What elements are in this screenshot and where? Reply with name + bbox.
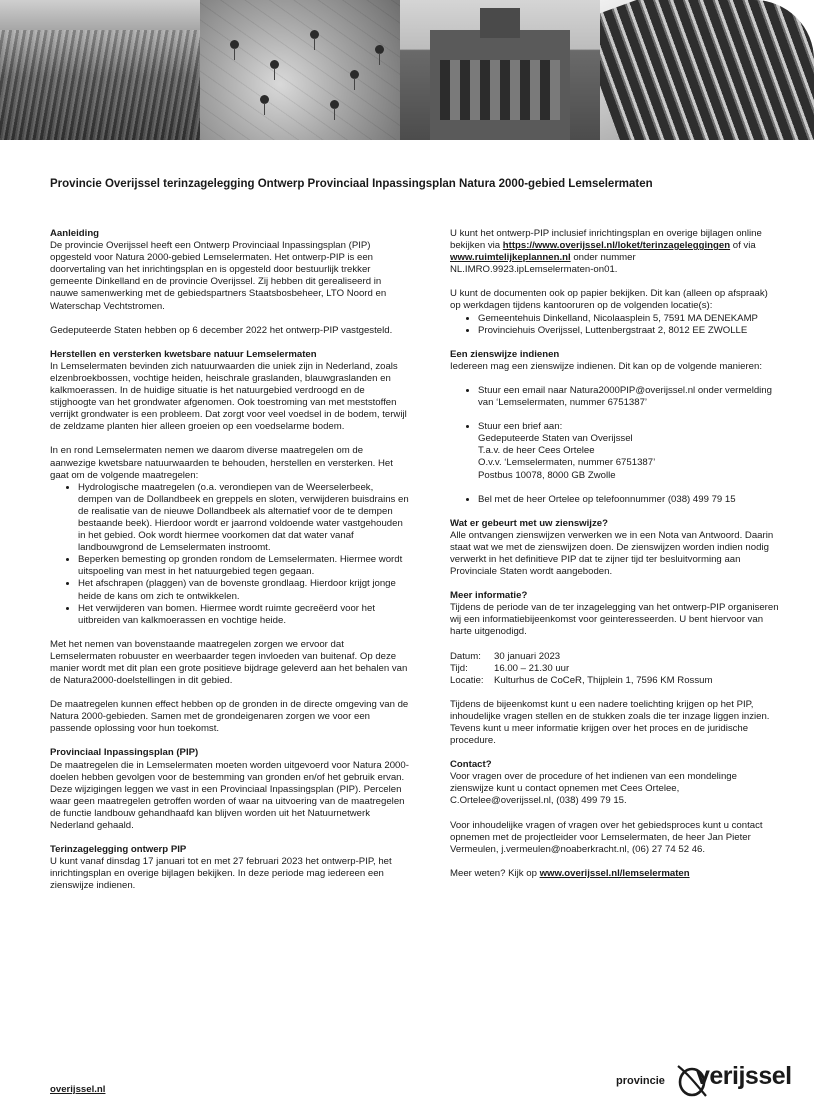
- pip-text: De maatregelen die in Lemselermaten moeten worden uitgevoerd voor Natura 2000-doelen hebben gevolgen voor de bestemming van gronden en/of het gebruik ervan. Deze wijzigingen leggen we vast in een Provinciaal Inpassingsplan (PIP). Percelen waar geen maatregelen getroffen worden of waar na uitvoering van de maatregelen de functie landbouw gehandhaafd kan blijven worden uit het Natuurnetwerk Nederland gehaald.: [50, 759, 409, 832]
- online-bekijken-text: U kunt het ontwerp-PIP inclusief inrichtingsplan en overige bijlagen online bekijken via https://www.overijssel.nl/loket/terinzageleggingen of via www.ruimtelijkeplannen.nl onder nummer NL.IMRO.9923.ipLemselermaten-on01.: [450, 228, 762, 276]
- document-title: Provincie Overijssel terinzagelegging Ontwerp Provinciaal Inpassingsplan Natura 2000-gebied Lemselermaten: [50, 178, 653, 190]
- heading-meer-informatie: Meer informatie?: [450, 590, 528, 602]
- effect-text: De maatregelen kunnen effect hebben op de gronden in de directe omgeving van de Natura 2000-gebieden. Samen met de grondeigenaren zorgen we voor een passende oplossing voor hun toekomst.: [50, 699, 409, 735]
- terinzageleggingen-link[interactable]: https://www.overijssel.nl/loket/terinzageleggingen: [502, 240, 731, 252]
- photo-banner: [0, 0, 814, 140]
- left-column: [50, 228, 410, 905]
- heading-herstellen: Herstellen en versterken kwetsbare natuur Lemselermaten: [50, 348, 317, 360]
- address-line: Gedeputeerde Staten van Overijssel: [478, 433, 633, 445]
- papier-text: U kunt de documenten ook op papier bekijken. Dit kan (alleen op afspraak) op werkdagen tijdens kantooruren op de volgenden locatie(s):: [450, 288, 768, 312]
- address-line: T.a.v. de heer Cees Ortelee: [478, 445, 595, 457]
- email-method: • Stuur een email naar Natura2000PIP@overijssel.nl onder vermelding van ‘Lemselermaten, nummer 6751387’: [478, 385, 780, 409]
- banner-photo-wheat-field: [0, 0, 200, 140]
- locaties-list: [450, 313, 780, 337]
- maatregelen-intro: In en rond Lemselermaten nemen we daarom diverse maatregelen om de aanwezige kwetsbare natuurwaarden te behouden, herstellen en versterken. Het gaat om de volgende maatregelen:: [50, 445, 393, 481]
- contact-procedure-text: Voor vragen over de procedure of het indienen van een mondelinge zienswijze kunt u contact opnemen met Cees Ortelee, C.Ortelee@overijssel.nl, (038) 499 79 15.: [450, 771, 737, 807]
- heading-wat-gebeurt: Wat er gebeurt met uw zienswijze?: [450, 517, 608, 529]
- robuuster-text: Met het nemen van bovenstaande maatregelen zorgen we ervoor dat Lemselermaten robuuster en weerbaarder tegen invloeden van buitenaf. Op deze manier wordt met dit plan een grote positieve bijdrage geleverd aan het behalen van de Natura2000-doelstellingen in dit gebied.: [50, 638, 408, 687]
- natuurwaarden-text: In Lemselermaten bevinden zich natuurwaarden die uniek zijn in Nederland, zoals elzenbroekbossen, vochtige heiden, heischrale graslanden, blauwgraslanden en kalkmoerassen. In de huidige situatie is het natuurgebied verdroogd en de stijghoogte van het grondwater afgenomen. Ook toestroming van met meststoffen verrijkt grondwater is een probleem. Dat zorgt voor veel voedsel in de bodem, terwijl de zeldzame planten hier alleen groeien op een voedselarme bodem.: [50, 360, 407, 433]
- zienswijze-intro: Iedereen mag een zienswijze indienen. Dit kan op de volgende manieren:: [450, 360, 762, 372]
- event-location: Kulturhus de CoCeR, Thijplein 1, 7596 KM Rossum: [494, 674, 713, 686]
- vastgesteld-text: Gedeputeerde Staten hebben op 6 december 2022 het ontwerp-PIP vastgesteld.: [50, 324, 393, 336]
- aanleiding-text: De provincie Overijssel heeft een Ontwerp Provinciaal Inpassingsplan (PIP) opgesteld voor Natura 2000-gebied Lemselermaten. Het ontwerp-PIP is een doorvertaling van het inrichtingsplan en is opgesteld door bestuurlijk trekker gemeente Dinkelland en de provincie Overijssel. Zij hebben dit gerealiseerd in nauwe samenwerking met de gebiedspartners Staatsbosbeheer, LTO Noord en Waterschap Vechtstromen.: [50, 240, 387, 312]
- list-item: • Het verwijderen van bomen. Hiermee wordt ruimte gecreëerd voor het uitbreiden van kalkmoerassen en vochtige heide.: [78, 603, 410, 627]
- heading-terinzagelegging: Terinzagelegging ontwerp PIP: [50, 844, 187, 856]
- list-item: • Beperken bemesting op gronden rondom de Lemselermaten. Hiermee wordt uitspoeling van mest in het natuurgebied tegen gegaan.: [78, 554, 410, 578]
- list-item: • Hydrologische maatregelen (o.a. verondiepen van de Weerselerbeek, dempen van de Dollandbeek en greppels en sloten, verwijderen buisdrains en de realisatie van de nieuwe Dollandbeek als alternatief voor de te dempen bestaande beek). Hierdoor wordt er jaarrond voldoende water vastgehouden in het gebied. Ook wordt hiermee voorkomen dat dat water vanaf landbouwgrond de Lemselermaten instroomt.: [78, 482, 410, 555]
- lemselermaten-link[interactable]: www.overijssel.nl/lemselermaten: [539, 867, 690, 879]
- list-item: • Provinciehuis Overijssel, Luttenbergstraat 2, 8012 EE ZWOLLE: [478, 325, 780, 337]
- brief-method: • Stuur een brief aan: Gedeputeerde Staten van Overijssel T.a.v. de heer Cees Ortelee O.v.v. ‘Lemselermaten, nummer 6751387’ Postbus 10078, 8000 GB Zwolle: [478, 421, 780, 481]
- logo-provincie-text: provincie: [616, 1075, 665, 1087]
- contact-projectleider-text: Voor inhoudelijke vragen of vragen over het gebiedsproces kunt u contact opnemen met de projectleider voor Lemselermaten, de heer Jan Pieter Vermeulen, j.vermeulen@noaberkracht.nl, (06) 27 74 52 46.: [450, 819, 763, 855]
- event-details: Datum: 30 januari 2023 Tijd: 16.00 – 21.30 uur Locatie: Kulturhus de CoCeR, Thijplein 1, 7596 KM Rossum: [450, 650, 713, 686]
- heading-pip: Provinciaal Inpassingsplan (PIP): [50, 747, 199, 759]
- provincie-overijssel-logo: [616, 1058, 806, 1102]
- terinzagelegging-text: U kunt vanaf dinsdag 17 januari tot en met 27 februari 2023 het ontwerp-PIP, het inrichtingsplan en overige bijlagen bekijken. In deze periode mag iedereen een zienswijze indienen.: [50, 856, 392, 892]
- bel-method: • Bel met de heer Ortelee op telefoonnummer (038) 499 79 15: [478, 494, 780, 506]
- heading-contact: Contact?: [450, 759, 492, 771]
- heading-aanleiding: Aanleiding: [50, 228, 100, 239]
- overijssel-footer-link[interactable]: overijssel.nl: [50, 1084, 106, 1095]
- right-column: [450, 228, 780, 892]
- logo-overijssel-text: verijssel: [696, 1062, 792, 1090]
- meer-weten-text: Meer weten? Kijk op www.overijssel.nl/lemselermaten: [450, 867, 690, 879]
- list-item: • Gemeentehuis Dinkelland, Nicolaasplein 5, 7591 MA DENEKAMP: [478, 313, 780, 325]
- address-line: Postbus 10078, 8000 GB Zwolle: [478, 469, 616, 481]
- address-line: O.v.v. ‘Lemselermaten, nummer 6751387’: [478, 457, 656, 469]
- list-item: • Het afschrapen (plaggen) van de bovenste grondlaag. Hierdoor krijgt jonge heide de kans om zich te ontwikkelen.: [78, 578, 410, 602]
- nota-van-antwoord-text: Alle ontvangen zienswijzen verwerken we in een Nota van Antwoord. Daarin staat wat we met de zienswijzen doen. De zienswijzen worden indien nodig verwerkt in het definitieve PIP dat te zijner tijd ter besluitvorming aan Provinciale Staten wordt aangeboden.: [450, 529, 774, 578]
- banner-photo-map-pins: [200, 0, 400, 140]
- maatregelen-list: [50, 482, 410, 627]
- ruimtelijkeplannen-link[interactable]: www.ruimtelijkeplannen.nl: [450, 252, 571, 264]
- banner-photo-building: [400, 0, 600, 140]
- bijeenkomst-text: Tijdens de periode van de ter inzagelegging van het ontwerp-PIP organiseren wij een informatiebijeenkomst voor geinteresseerden. U bent hiervoor van harte uitgenodigd.: [450, 602, 779, 638]
- banner-photo-pencils: [600, 0, 814, 140]
- toelichting-text: Tijdens de bijeenkomst kunt u een nadere toelichting krijgen op het PIP, inhoudelijke vragen stellen en de stukken zoals die ter inzage liggen inzien. Tevens kunt u meer informatie krijgen over het proces en de juridische procedure.: [450, 698, 770, 747]
- zienswijze-methods-list: [450, 385, 780, 506]
- event-time: 16.00 – 21.30 uur: [494, 662, 570, 674]
- heading-zienswijze: Een zienswijze indienen: [450, 348, 560, 360]
- event-date: 30 januari 2023: [494, 650, 561, 662]
